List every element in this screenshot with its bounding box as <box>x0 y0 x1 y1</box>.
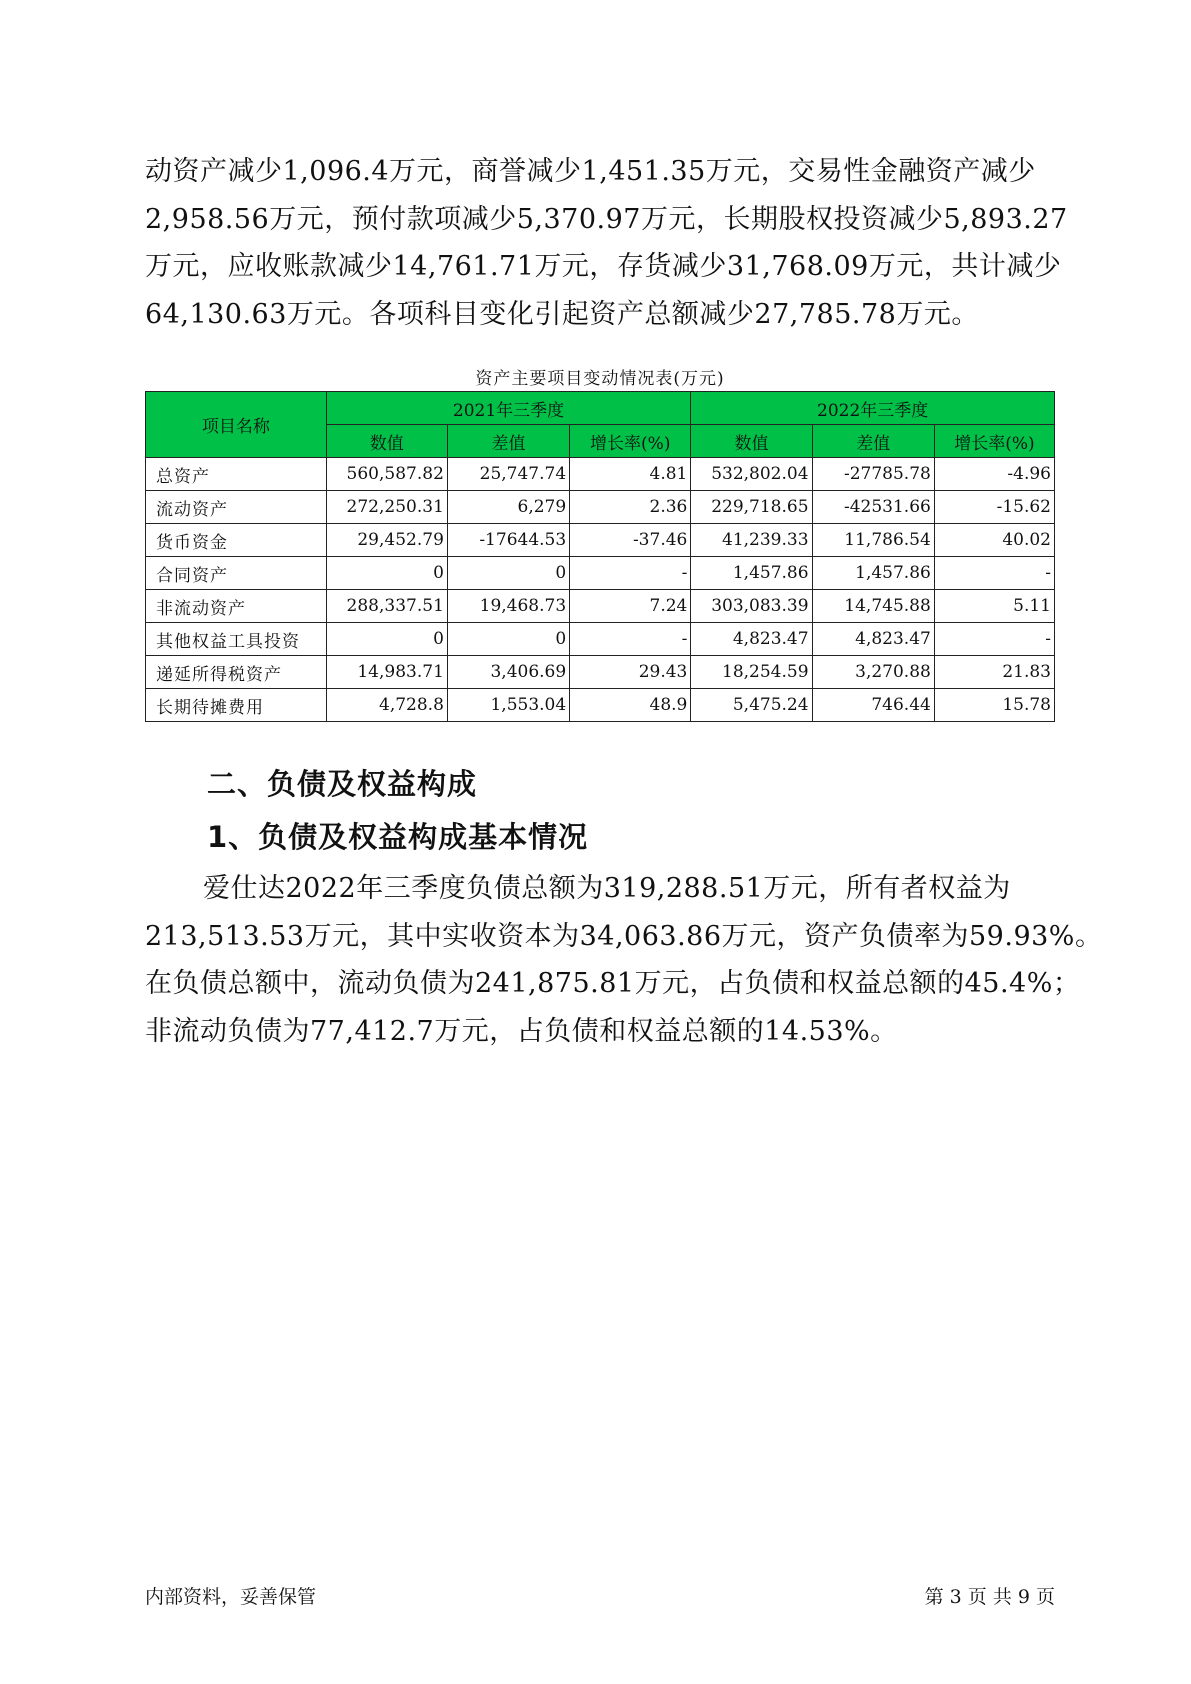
row-item-name: 其他权益工具投资 <box>146 623 327 656</box>
table-cell: 14,745.88 <box>812 590 934 623</box>
table-cell: 1,457.86 <box>812 557 934 590</box>
table-cell: 0 <box>326 623 447 656</box>
table-cell: 18,254.59 <box>691 656 812 689</box>
table-cell: -37.46 <box>570 524 691 557</box>
table-cell: 5.11 <box>934 590 1054 623</box>
table-cell: 0 <box>326 557 447 590</box>
column-header-growth-rate: 增长率(%) <box>934 425 1054 458</box>
column-header-difference: 差值 <box>812 425 934 458</box>
paragraph-line: 爱仕达2022年三季度负债总额为319,288.51万元，所有者权益为 <box>203 873 1011 904</box>
table-cell: 5,475.24 <box>691 689 812 722</box>
table-cell: - <box>934 623 1054 656</box>
table-cell: 41,239.33 <box>691 524 812 557</box>
table-row <box>146 656 1055 689</box>
paragraph-line: 动资产减少1,096.4万元，商誉减少1,451.35万元，交易性金融资产减少 <box>145 156 1036 187</box>
table-cell: 4,823.47 <box>812 623 934 656</box>
subsection-heading: 1、负债及权益构成基本情况 <box>207 820 589 854</box>
table-caption: 资产主要项目变动情况表(万元) <box>475 369 725 389</box>
table-cell: -15.62 <box>934 491 1054 524</box>
table-cell: 3,406.69 <box>447 656 569 689</box>
row-item-name: 长期待摊费用 <box>146 689 327 722</box>
asset-change-table <box>145 391 1055 722</box>
table-cell: 1,457.86 <box>691 557 812 590</box>
paragraph-line: 在负债总额中，流动负债为241,875.81万元，占负债和权益总额的45.4%； <box>145 968 1081 999</box>
body-paragraph-liabilities <box>145 865 1103 1055</box>
table-cell: 3,270.88 <box>812 656 934 689</box>
table-cell: 25,747.74 <box>447 458 569 491</box>
footer-page-number: 第 3 页 共 9 页 <box>924 1586 1055 1608</box>
table-cell: 229,718.65 <box>691 491 812 524</box>
table-cell: 40.02 <box>934 524 1054 557</box>
row-item-name: 非流动资产 <box>146 590 327 623</box>
table-cell: 19,468.73 <box>447 590 569 623</box>
table-cell: -42531.66 <box>812 491 934 524</box>
paragraph-line: 万元，应收账款减少14,761.71万元，存货减少31,768.09万元，共计减少 <box>145 251 1062 282</box>
row-item-name: 流动资产 <box>146 491 327 524</box>
table-cell: 11,786.54 <box>812 524 934 557</box>
table-cell: 48.9 <box>570 689 691 722</box>
paragraph-line: 64,130.63万元。各项科目变化引起资产总额减少27,785.78万元。 <box>145 298 979 330</box>
column-header-value: 数值 <box>691 425 812 458</box>
table-row <box>146 623 1055 656</box>
table-cell: 272,250.31 <box>326 491 447 524</box>
table-cell: 1,553.04 <box>447 689 569 722</box>
table-row <box>146 458 1055 491</box>
table-row <box>146 524 1055 557</box>
table-cell: - <box>570 623 691 656</box>
table-cell: 303,083.39 <box>691 590 812 623</box>
column-header-growth-rate: 增长率(%) <box>570 425 691 458</box>
table-cell: 0 <box>447 623 569 656</box>
table-row <box>146 491 1055 524</box>
table-cell: 29,452.79 <box>326 524 447 557</box>
table-cell: 4,728.8 <box>326 689 447 722</box>
table-cell: 532,802.04 <box>691 458 812 491</box>
table-row <box>146 557 1055 590</box>
body-paragraph-assets <box>145 148 1068 338</box>
table-cell: 746.44 <box>812 689 934 722</box>
table-cell: 15.78 <box>934 689 1054 722</box>
column-header-period-2021: 2021年三季度 <box>326 392 691 425</box>
section-heading: 二、负债及权益构成 <box>207 767 478 801</box>
table-row <box>146 689 1055 722</box>
paragraph-line: 213,513.53万元，其中实收资本为34,063.86万元，资产负债率为59.93%。 <box>145 920 1103 952</box>
row-item-name: 货币资金 <box>146 524 327 557</box>
table-cell: 7.24 <box>570 590 691 623</box>
table-cell: 14,983.71 <box>326 656 447 689</box>
table-cell: 4,823.47 <box>691 623 812 656</box>
row-item-name: 合同资产 <box>146 557 327 590</box>
row-item-name: 递延所得税资产 <box>146 656 327 689</box>
table-cell: 4.81 <box>570 458 691 491</box>
table-cell: - <box>934 557 1054 590</box>
table-cell: 2.36 <box>570 491 691 524</box>
table-cell: 560,587.82 <box>326 458 447 491</box>
table-cell: 0 <box>447 557 569 590</box>
table-body <box>146 458 1055 722</box>
column-header-value: 数值 <box>326 425 447 458</box>
table-row <box>146 590 1055 623</box>
table-cell: 21.83 <box>934 656 1054 689</box>
table-cell: - <box>570 557 691 590</box>
table-cell: -27785.78 <box>812 458 934 491</box>
paragraph-line: 2,958.56万元，预付款项减少5,370.97万元，长期股权投资减少5,893.27 <box>145 203 1068 235</box>
table-cell: 6,279 <box>447 491 569 524</box>
table-cell: 288,337.51 <box>326 590 447 623</box>
column-header-item: 项目名称 <box>146 392 327 458</box>
table-cell: 29.43 <box>570 656 691 689</box>
footer-confidential-note: 内部资料，妥善保管 <box>145 1586 317 1608</box>
column-header-difference: 差值 <box>447 425 569 458</box>
table-cell: -4.96 <box>934 458 1054 491</box>
paragraph-line: 非流动负债为77,412.7万元，占负债和权益总额的14.53%。 <box>145 1015 898 1047</box>
row-item-name: 总资产 <box>146 458 327 491</box>
table-header-row <box>146 392 1055 425</box>
column-header-period-2022: 2022年三季度 <box>691 392 1055 425</box>
table-cell: -17644.53 <box>447 524 569 557</box>
